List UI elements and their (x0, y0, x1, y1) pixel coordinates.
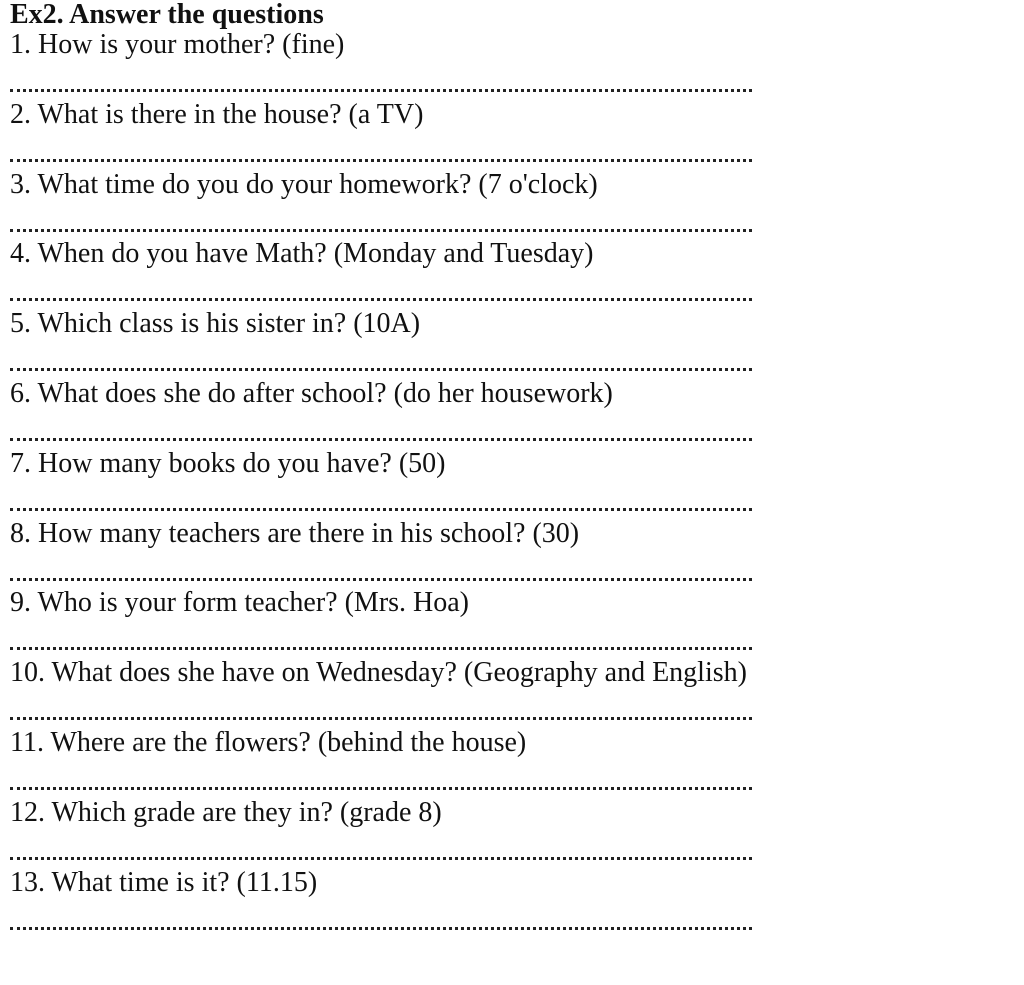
answer-line[interactable] (10, 910, 752, 930)
question-text: 1. How is your mother? (fine) (10, 29, 345, 60)
answer-line[interactable] (10, 630, 752, 650)
answer-line[interactable] (10, 281, 752, 301)
question-item-9 (10, 584, 1010, 658)
question-item-8 (10, 515, 1010, 589)
answer-line[interactable] (10, 840, 752, 860)
answer-line[interactable] (10, 561, 752, 581)
question-text: 5. Which class is his sister in? (10A) (10, 308, 421, 340)
question-item-5 (10, 305, 1010, 379)
question-text: 10. What does she have on Wednesday? (Geography and English) (10, 657, 747, 689)
question-text: 4. When do you have Math? (Monday and Tuesday) (10, 238, 594, 270)
question-item-4 (10, 235, 1010, 309)
answer-line[interactable] (10, 700, 752, 720)
question-item-12 (10, 794, 1010, 868)
answer-line[interactable] (10, 351, 752, 371)
exercise-title: Ex2. Answer the questions (10, 0, 324, 30)
question-item-11 (10, 724, 1010, 798)
question-text: 13. What time is it? (11.15) (10, 866, 318, 898)
question-text: 7. How many books do you have? (50) (10, 447, 446, 479)
answer-line[interactable] (10, 72, 752, 92)
answer-line[interactable] (10, 770, 752, 790)
answer-line[interactable] (10, 212, 752, 232)
question-text: 8. How many teachers are there in his school? (30) (10, 517, 580, 549)
question-text: 11. Where are the flowers? (behind the house) (10, 726, 527, 758)
question-text: 9. Who is your form teacher? (Mrs. Hoa) (10, 587, 470, 619)
answer-line[interactable] (10, 491, 752, 511)
answer-line[interactable] (10, 142, 752, 162)
question-item-3 (10, 166, 1010, 240)
question-item-10 (10, 654, 1010, 728)
question-text: 6. What does she do after school? (do her housework) (10, 377, 613, 409)
answer-line[interactable] (10, 421, 752, 441)
question-item-2 (10, 96, 1010, 170)
question-item-13 (10, 864, 1010, 938)
worksheet (10, 0, 1010, 937)
question-text: 2. What is there in the house? (a TV) (10, 98, 424, 130)
question-text: 3. What time do you do your homework? (7 o'clock) (10, 168, 598, 200)
question-item-6 (10, 375, 1010, 449)
question-item-7 (10, 445, 1010, 519)
question-text: 12. Which grade are they in? (grade 8) (10, 796, 442, 828)
question-item-1 (10, 26, 1010, 100)
